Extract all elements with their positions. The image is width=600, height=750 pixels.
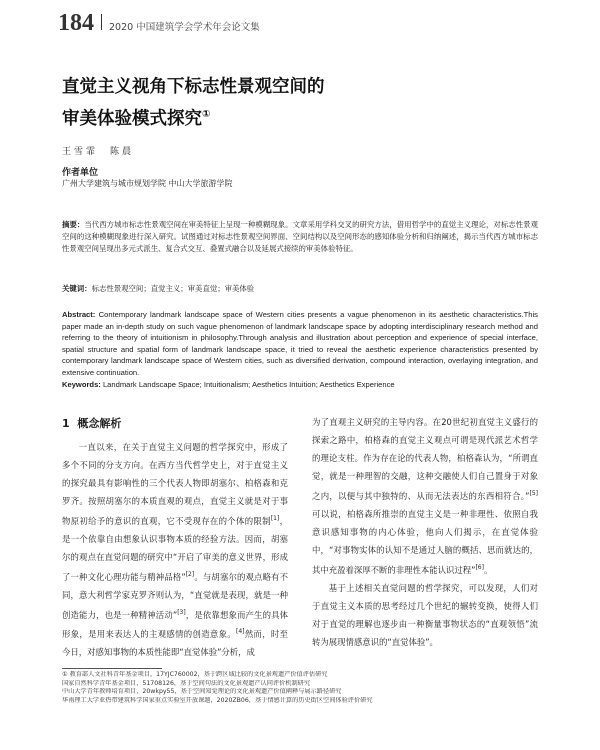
title-line-2: 审美体验模式探究① (62, 108, 211, 129)
footnote: 华南理工大学亚热带建筑科学国家重点实验室开放课题，2020ZB06，基于情感计算的历史街区空间体验评价研究 (62, 696, 373, 704)
section-heading (62, 415, 121, 431)
keywords-en-label: Keywords: (62, 380, 101, 389)
title-note-mark: ① (202, 109, 211, 120)
paper-title (62, 74, 325, 133)
ref-mark: [3] (177, 608, 186, 616)
keywords-en-text: Landmark Landscape Space; Intuitionalism; Aesthetics Intuition; Aesthetics Experience (102, 380, 395, 389)
affiliation-heading: 作者单位 (62, 168, 99, 178)
abstract-zh-text: 当代西方城市标志性景观空间在审美特征上呈现一种模糊现象。文章采用学科交叉的研究方法，借用哲学中的直觉主义理论，对标志性景观空间的这种模糊现象进行深入研究。试图通过对标志性景观空间界面、空间结构以及空间形态的感知体验分析和归纳阐述，揭示当代西方城市标志性景观空间呈现出多元式派生、复合式交互、叠置式融合以及延展式接续的审美体验特征。 (62, 220, 538, 253)
footnote: ① 教育部人文社科青年基金项目，17YJC760002，基于跨区域比较的文化景观遗产价值评估研究 (62, 671, 328, 678)
section-title: 概念解析 (77, 417, 122, 430)
abstract-en (62, 309, 538, 378)
right-paragraph-continued: 为了直观主义研究的主导内容。在20世纪初直觉主义盛行的探索之路中，柏格森的直觉主义观点可谓是现代派艺术哲学的理论支柱。作为存在论的代表人物，柏格森认为，“所谓直觉，就是一种理智的交融，这种交融使人们自己置身于对象之内，以便与其中独特的、从而无法表达的东西相符合。”[5]可以说，柏格森所推崇的直觉主义是一种非理性、依照自我意识感知事物的内心体验，他向人们揭示，在直觉体验中，“对事物实体的认知不是通过人脑的概括、思而就达的，其中充盈着深厚不断的非理性本能认识过程”[6]。 (312, 417, 538, 575)
abstract-en-label: Abstract: (62, 310, 96, 319)
footnote: 中山大学青年教师培育项目，20wkpy55，基于空间知觉理论的文化景观遗产价值阐释与展示路径研究 (62, 688, 342, 696)
keywords-zh-text: 标志性景观空间；直觉主义；审美直觉；审美体验 (91, 284, 255, 293)
body-right-column (312, 413, 538, 651)
keywords-en (62, 380, 538, 389)
footnote: 国家自然科学青年基金项目，51708126，基于空间句法的文化景观遗产认同评价机制研究 (62, 679, 311, 687)
left-paragraph: 一直以来，在关于直觉主义问题的哲学探究中，形成了多个不同的分支方向。在西方当代哲学史上，对于直觉主义的探究最具有影响性的三个代表人物即胡塞尔、柏格森和克罗齐。按照胡塞尔的本质直观的观点，直觉主义就是对于事物原初给予的意识的直观，它不受现存在的个体的限制[1]，是一个依靠自由想象认识事物本质的经验方法。因而，胡塞尔的观点在直觉问题的研究中“开启了审美的意义世界，形成了一种文化心理功能与精神品格”[2]。与胡塞尔的观点略有不同，意大利哲学家克罗齐则认为，“直觉就是表现，就是一种创造能力，也是一种精神活动”[3]，是依靠想象而产生的具体形象，是用来表达人的主观感情的创造意象。[4]然而，时至今日，对感知事物的本质性能即“直觉体验”分析，成 (62, 442, 289, 658)
header-divider (101, 14, 102, 30)
ref-mark: [6] (475, 563, 484, 571)
authors: 王雪霏 陈晨 (62, 147, 135, 157)
page-number: 184 (58, 10, 94, 36)
page-header (58, 10, 260, 37)
abstract-zh (62, 219, 538, 255)
section-number: 1 (62, 417, 70, 430)
body-left-column (62, 438, 288, 661)
ref-mark: [5] (529, 490, 538, 497)
affiliation-text: 广州大学建筑与城市规划学院 中山大学旅游学院 (62, 179, 233, 188)
abstract-zh-label: 摘要： (62, 220, 85, 229)
ref-mark: [1] (270, 515, 280, 522)
abstract-en-text: Contemporary landmark landscape space of Western cities presents a vague phenomenon in its aesthetic characteristics.This paper made an in-depth study on such vague phenomenon of landmark landscape space by adopting interdisciplinary research method and referring to the theory of intuitionism in philosophy.Through analysis and illustration about perception and experience of special interface, spatial structure and spatial form of landmark landscape space, it tried to reveal the aesthetic experience characteristics presented by contemporary landmark landscape space of Western cities, such as diversified derivation, compound interaction, overlaying integration, and extensive continuation. (62, 310, 538, 377)
keywords-zh-label: 关键词： (62, 284, 92, 293)
ref-mark: [4] (236, 628, 245, 636)
title-line-1: 直觉主义视角下标志性景观空间的 (62, 77, 325, 97)
footnote-divider (62, 668, 162, 669)
footnotes (62, 671, 542, 705)
running-title: 2020 中国建筑学会学术年会论文集 (109, 22, 260, 33)
keywords-zh (62, 283, 538, 294)
right-paragraph: 基于上述相关直觉问题的哲学探究，可以发现，人们对于直觉主义本质的思考经过几个世纪的辗转变换，使得人们对于直觉的理解也逐步由一种衡量事物状态的“直观领悟”流转为展现情感意识的“直觉体验”。 (312, 582, 538, 647)
ref-mark: [2] (185, 570, 195, 578)
